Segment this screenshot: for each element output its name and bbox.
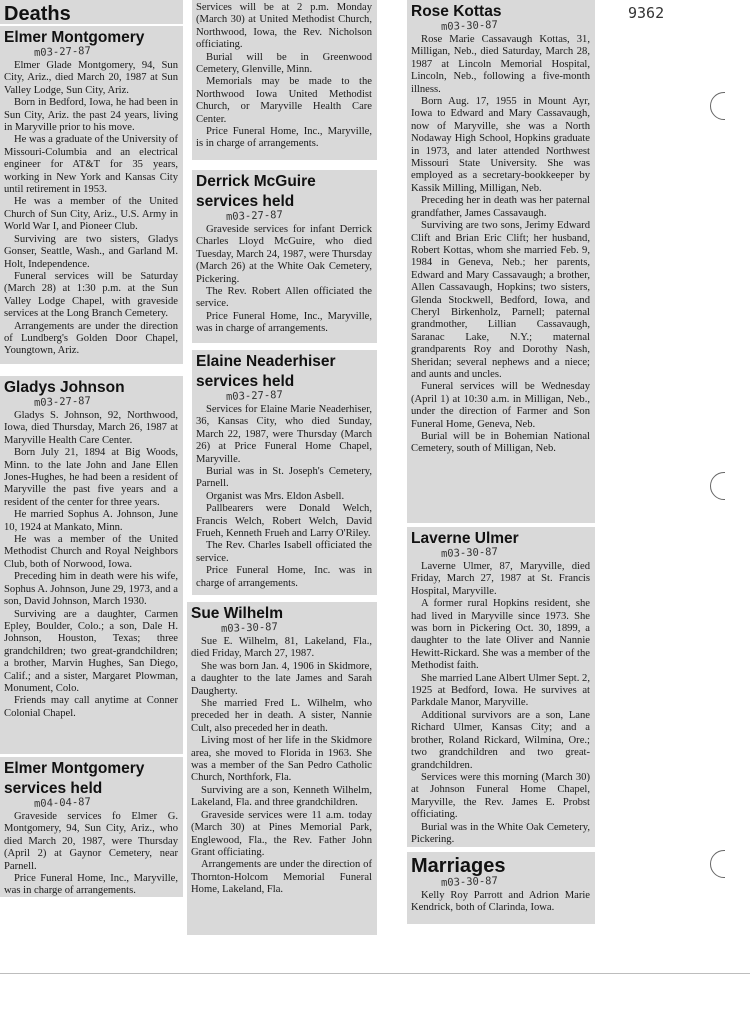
clipping-heading: Elmer Montgomery: [4, 29, 145, 46]
handwritten-date: m03-27-87: [33, 394, 92, 409]
paragraph: Price Funeral Home, Inc., Maryville, is in charge of arrangements.: [196, 126, 372, 150]
punch-hole: [710, 472, 738, 500]
handwritten-date: m03-30-87: [440, 874, 499, 889]
obituary-sue-wilhelm: [187, 602, 377, 935]
paragraph: Born in Bedford, Iowa, he had been in Sun City, Ariz. the past 24 years, living in Maryville prior to his move.: [4, 97, 178, 134]
paragraph: Sue E. Wilhelm, 81, Lakeland, Fla., died Friday, March 27, 1987.: [191, 636, 372, 660]
handwritten-date: m03-30-87: [440, 18, 499, 33]
section-marriages: [407, 852, 595, 924]
paragraph: Arrangements are under the direction of Lundberg's Golden Door Chapel, Youngtown, Ariz.: [4, 320, 178, 357]
page-annotation: 9362: [628, 4, 665, 22]
paragraph: A former rural Hopkins resident, she had lived in Maryville since 1973. She was born in Pickering Oct. 30, 1899, a daughter to the late Oliver and Nannie Hewitt-Rickard. She was a member of the Methodist faith.: [411, 598, 590, 672]
clipping-heading: Elmer Montgomery services held: [4, 760, 145, 797]
paragraph: Gladys S. Johnson, 92, Northwood, Iowa, died Thursday, March 26, 1987 at Maryville Health Care Center.: [4, 410, 178, 446]
obituary-elmer-montgomery: [0, 26, 183, 364]
paragraph: Additional survivors are a son, Lane Richard Ulmer, Kansas City; and a brother, Roland Rickard, Wilmina, Ore.; two grandchildren and two great-grandchildren.: [411, 709, 590, 771]
clipping-heading: Marriages: [411, 855, 506, 877]
clipping-heading: Sue Wilhelm: [191, 605, 284, 622]
paragraph: He was a graduate of the University of Missouri-Columbia and an electrical engineer for AT&T for 35 years, working in New York and Kansas City until retirement in 1953.: [4, 134, 178, 196]
paragraph: Graveside services fo Elmer G. Montgomery, 94, Sun City, Ariz., who died March 20, 1987, were Thursday (April 2) at Gaynor Cemetery, near Parnell.: [4, 811, 178, 872]
obituary-continued-services: [192, 0, 377, 160]
paragraph: Pallbearers were Donald Welch, Francis Welch, Robert Welch, David Frueh, Kenneth Frueh and Larry O'Riley.: [196, 503, 372, 540]
paragraph: She married Fred L. Wilhelm, who preceded her in death. A sister, Nannie Cult, also preceded her in death.: [191, 698, 372, 734]
paragraph: Burial will be in Greenwood Cemetery, Glenville, Minn.: [196, 51, 372, 76]
paragraph: Burial was in St. Joseph's Cemetery, Parnell.: [196, 466, 372, 490]
paragraph: Graveside services were 11 a.m. today (March 30) at Pines Memorial Park, Englewood, Fla., the Rev. Father John Grant officiating.: [191, 809, 372, 858]
handwritten-date: m03-27-87: [225, 208, 284, 223]
paragraph: He married Sophus A. Johnson, June 10, 1924 at Mankato, Minn.: [4, 509, 178, 533]
paragraph: Memorials may be made to the Northwood Iowa United Methodist Church, or Maryville Health Care Center.: [196, 76, 372, 125]
paragraph: Burial will be in Bohemian National Cemetery, south of Milligan, Neb.: [411, 431, 590, 455]
paragraph: Preceding him in death were his wife, Sophus A. Johnson, June 29, 1973, and a son, David Johnson, March 1930.: [4, 571, 178, 608]
paragraph: The Rev. Robert Allen officiated the service.: [196, 286, 372, 310]
paragraph: Rose Marie Cassavaugh Kottas, 31, Milligan, Neb., died Saturday, March 28, 1987 at Lincoln Memorial Hospital, Lincoln, Neb., following a five-month illness.: [411, 34, 590, 95]
paragraph: She married Lane Albert Ulmer Sept. 2, 1925 at Bedford, Iowa. He survives at Parkdale Manor, Maryville.: [411, 672, 590, 709]
paragraph: Services will be at 2 p.m. Monday (March 30) at United Methodist Church, Northwood, Iowa, the Rev. Nicholson officiating.: [196, 2, 372, 51]
obituary-rose-kottas: [407, 0, 595, 523]
paragraph: He was a member of the United Church of Sun City, Ariz., U.S. Army in World War I, and Pioneer Club.: [4, 196, 178, 233]
handwritten-date: m03-27-87: [33, 44, 92, 59]
paragraph: Services were this morning (March 30) at Johnson Funeral Home Chapel, Maryville, the Rev. James E. Probst officiating.: [411, 771, 590, 821]
paragraph: Surviving are two sons, Jerimy Edward Clift and Brian Eric Clift; her husband, Robert Kottas, whom she married Feb. 9, 1984 in Geneva, Neb.; her parents, Edward and Mary Cassavaugh; a brother, Allen Cassavaugh, Hopkins; two sisters, Glenda Stockwell, Bedford, Iowa, and Cheryl Birkenholz, Parnell; paternal grandmother, Lillian Cassavaugh, Saranac Lake, N.Y.; maternal grandparents Roy and Dorothy Nash, Sheridan; several nephews and a niece; and aunts and uncles.: [411, 220, 590, 380]
paragraph: Price Funeral Home, Inc. was in charge of arrangements.: [196, 565, 372, 589]
paragraph: The Rev. Charles Isabell officiated the service.: [196, 540, 372, 564]
clipping-heading: Elaine Neaderhiser services held: [196, 353, 336, 390]
paragraph: Graveside services for infant Derrick Charles Lloyd McGuire, who died Tuesday, March 24, 1987, were Thursday (March 26) at the White Oak Cemetery, Pickering.: [196, 224, 372, 285]
handwritten-date: m04-04-87: [33, 795, 92, 810]
paragraph: Preceding her in death was her paternal grandfather, James Cassavaugh.: [411, 195, 590, 219]
paragraph: Surviving are a daughter, Carmen Epley, Boulder, Colo.; a son, Dale H. Johnson, Houston, Texas; three grandchildren; two great-grandchildren; a brother, Marvin Hughes, San Diego, Calif.; and a sister, Margaret Plowman, Monument, Colo.: [4, 608, 178, 694]
clipping-heading: Laverne Ulmer: [411, 530, 519, 547]
paragraph: Born Aug. 17, 1955 in Mount Ayr, Iowa to Edward and Mary Cassavaugh, now of Maryville, she was a North Nodaway High School, Hopkins graduate in 1973, and later attended Northwest Missouri State University. She was employed as a secretary-bookkeeper by Kassik Milling, Milligan, Neb.: [411, 96, 590, 194]
paragraph: Born July 21, 1894 at Big Woods, Minn. to the late John and Jane Ellen Jones-Hughes, he had been a resident of Maryville the past five years and a resident of the center for three years.: [4, 447, 178, 508]
clipping-heading: Rose Kottas: [411, 3, 502, 20]
paragraph: Surviving are two sisters, Gladys Gonser, Seattle, Wash., and Garland M. Holt, Independence.: [4, 233, 178, 270]
paragraph: Living most of her life in the Skidmore area, she moved to Florida in 1963. She was a member of the San Pedro Catholic Church, Northfork, Fla.: [191, 735, 372, 784]
paragraph: Laverne Ulmer, 87, Maryville, died Friday, March 27, 1987 at St. Francis Hospital, Maryville.: [411, 561, 590, 597]
paragraph: Elmer Glade Montgomery, 94, Sun City, Ariz., died March 20, 1987 at Sun Valley Lodge, Sun City, Ariz.: [4, 60, 178, 96]
section-header-deaths: [0, 0, 183, 24]
page-fold-line: [0, 973, 750, 974]
paragraph: Surviving are a son, Kenneth Wilhelm, Lakeland, Fla. and three grandchildren.: [191, 784, 372, 809]
clipping-heading: Derrick McGuire services held: [196, 173, 316, 210]
obituary-laverne-ulmer: [407, 527, 595, 847]
paragraph: Organist was Mrs. Eldon Asbell.: [206, 490, 345, 502]
paragraph: Arrangements are under the direction of Thornton-Holcom Memorial Funeral Home, Lakeland, Fla.: [191, 859, 372, 896]
paragraph: Friends may call anytime at Conner Colonial Chapel.: [4, 695, 178, 719]
clipping-heading: Gladys Johnson: [4, 379, 125, 396]
paragraph: He was a member of the United Methodist Church and Royal Neighbors Club, both of Norwood, Iowa.: [4, 534, 178, 570]
paragraph: Funeral services will be Wednesday (April 1) at 10:30 a.m. in Milligan, Neb., under the direction of Farmer and Son Funeral Home, Geneva, Neb.: [411, 381, 590, 430]
paragraph: Funeral services will be Saturday (March 28) at 1:30 p.m. at the Sun Valley Lodge Chapel, with graveside services at the Long Branch Cemetery.: [4, 270, 178, 320]
notice-elaine-neaderhiser-services: [192, 350, 377, 595]
notice-derrick-mcguire-services: [192, 170, 377, 343]
clipping-heading: Deaths: [4, 3, 71, 24]
obituary-gladys-johnson: [0, 376, 183, 754]
handwritten-date: m03-27-87: [225, 388, 284, 403]
punch-hole: [710, 92, 738, 120]
paragraph: Services for Elaine Marie Neaderhiser, 36, Kansas City, who died Sunday, March 22, 1987, were Thursday (March 26) at Price Funeral Home Chapel, Maryville.: [196, 404, 372, 465]
punch-hole: [710, 850, 738, 878]
handwritten-date: m03-30-87: [440, 545, 499, 560]
handwritten-date: m03-30-87: [220, 620, 279, 635]
paragraph: Kelly Roy Parrott and Adrion Marie Kendrick, both of Clarinda, Iowa.: [411, 890, 590, 914]
paragraph: Burial was in the White Oak Cemetery, Pickering.: [411, 821, 590, 845]
notice-elmer-montgomery-services: [0, 757, 183, 897]
paragraph: Price Funeral Home, Inc., Maryville, was in charge of arrangements.: [4, 873, 178, 897]
paragraph: Price Funeral Home, Inc., Maryville, was in charge of arrangements.: [196, 310, 372, 335]
paragraph: She was born Jan. 4, 1906 in Skidmore, a daughter to the late James and Sarah Daugherty.: [191, 660, 372, 697]
